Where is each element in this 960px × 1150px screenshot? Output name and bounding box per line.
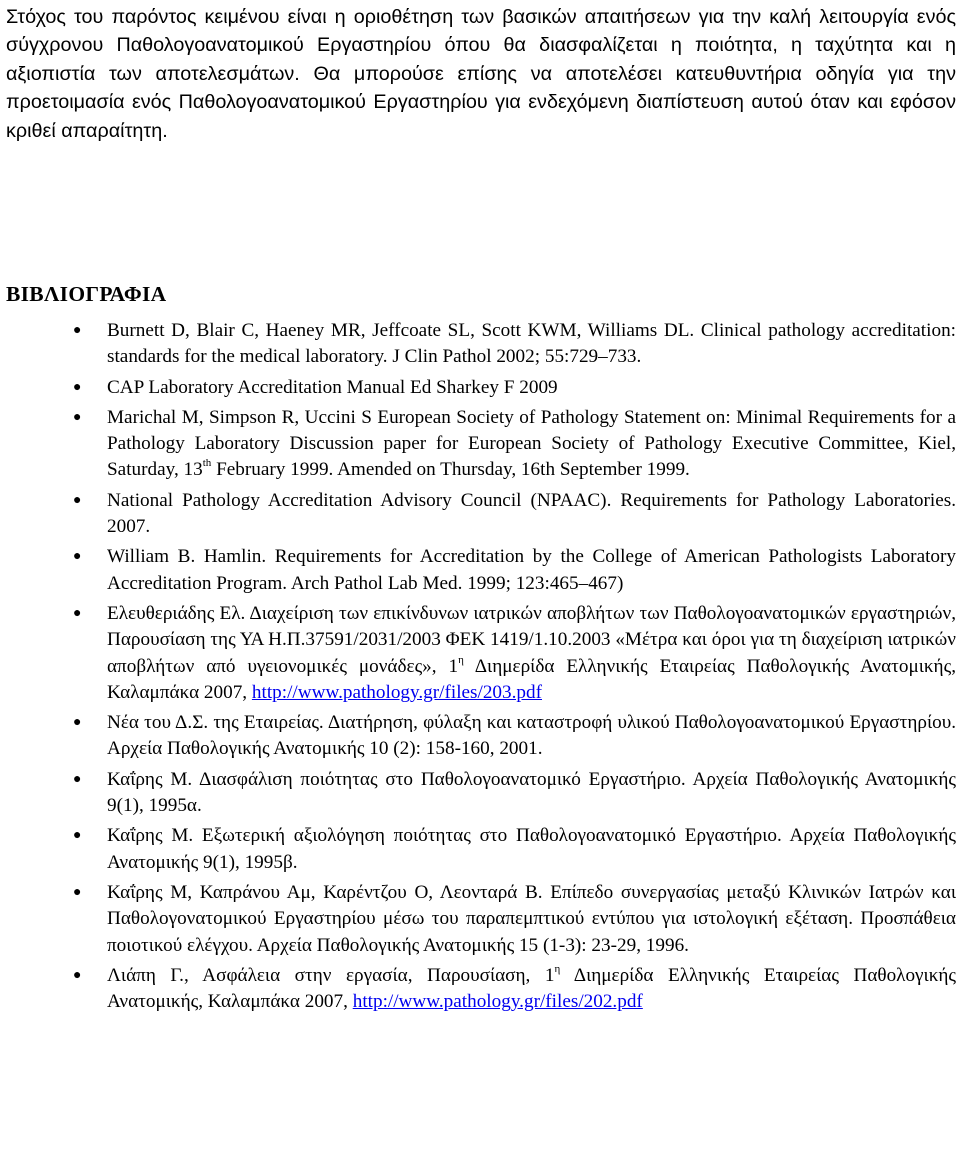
reference-text: Καΐρης Μ. Εξωτερική αξιολόγηση ποιότητας στο Παθολογοανατομικό Εργαστήριο. Αρχεία Παθολογικής Ανατομικής 9(1), 1995β.: [107, 825, 956, 873]
reference-item: [0, 318, 960, 371]
bullet-icon: ●: [73, 715, 82, 731]
reference-text: Marichal M, Simpson R, Uccini S European Society of Pathology Statement on: Minimal Requirements for a Pathology Laboratory Discussion paper for European Society of Pathology Executive Committee, Kiel, Saturday, 13: [107, 406, 956, 481]
reference-text: Νέα του Δ.Σ. της Εταιρείας. Διατήρηση, φύλαξη και καταστροφή υλικού Παθολογοανατομικού Εργαστηρίου. Αρχεία Παθολογικής Ανατομικής 10 (2): 158-160, 2001.: [107, 712, 956, 760]
bullet-icon: ●: [73, 323, 82, 338]
bullet-icon: ●: [73, 492, 82, 508]
intro-paragraph: Στόχος του παρόντος κειμένου είναι η οριοθέτηση των βασικών απαιτήσεων για την καλή λειτουργία ενός σύγχρονου Παθολογοανατομικού Εργαστηρίου όπου θα διασφαλίζεται η ποιότητα, η ταχύτητα και η αξιοπιστία των αποτελεσμάτων. Θα μπορούσε επίσης να αποτελέσει κατευθυντήρια οδηγία για την προετοιμασία ενός Παθολογοανατομικού Εργαστηρίου για ενδεχόμενη διαπίστευση αυτού όταν και εφόσον κριθεί απαραίτητη.: [6, 6, 956, 142]
reference-link[interactable]: http://www.pathology.gr/files/203.pdf: [251, 681, 542, 703]
superscript: η: [554, 962, 561, 975]
reference-text: CAP Laboratory Accreditation Manual Ed Sharkey F 2009: [107, 376, 558, 398]
reference-item: [0, 544, 960, 597]
reference-item: [0, 710, 960, 763]
bullet-icon: ●: [73, 884, 82, 900]
reference-item: [0, 488, 960, 541]
reference-text: Ελευθεριάδης Ελ. Διαχείριση των επικίνδυνων ιατρικών αποβλήτων των Παθολογοανατομικών εργαστηριών, Παρουσίαση της ΥΑ Η.Π.37591/2031/2003 ΦΕΚ 1419/1.10.2003 «Μέτρα και όροι για τη διαχείριση ιατρικών αποβλήτων από υγειονομικές μονάδες», 1: [107, 602, 956, 677]
reference-item: [0, 767, 960, 820]
bullet-icon: ●: [73, 605, 82, 621]
reference-item: [0, 963, 960, 1016]
bullet-icon: ●: [73, 771, 82, 787]
bibliography-heading: ΒΙΒΛΙΟΓΡΑΦΙΑ: [6, 282, 167, 306]
reference-list: [0, 318, 960, 1019]
bullet-icon: ●: [73, 549, 82, 565]
reference-item: [0, 880, 960, 959]
bullet-icon: ●: [73, 828, 82, 844]
reference-item: [0, 823, 960, 876]
reference-item: [0, 405, 960, 484]
bullet-icon: ●: [73, 409, 82, 425]
reference-text: William B. Hamlin. Requirements for Accreditation by the College of American Pathologists Laboratory Accreditation Program. Arch Pathol Lab Med. 1999; 123:465–467): [107, 546, 956, 594]
reference-text: Διημερίδα Ελληνικής Εταιρείας Παθολογικής Ανατομικής, Καλαμπάκα 2007,: [107, 964, 957, 1013]
reference-text: Καΐρης Μ, Καπράνου Αμ, Καρέντζου Ο, Λεονταρά Β. Επίπεδο συνεργασίας μεταξύ Κλινικών Ιατρών και Παθολογονατομικού Εργαστηρίου μέσω του παραπεμπτικού εντύπου για ιστολογική εξέταση. Προσπάθεια ποιοτικού ελέγχου. Αρχεία Παθολογικής Ανατομικής 15 (1-3): 23-29, 1996.: [107, 881, 956, 956]
reference-text: Καΐρης Μ. Διασφάλιση ποιότητας στο Παθολογοανατομικό Εργαστήριο. Αρχεία Παθολογικής Ανατομικής 9(1), 1995α.: [107, 768, 956, 817]
bullet-icon: ●: [73, 967, 82, 983]
reference-item: [0, 375, 960, 401]
superscript: th: [202, 457, 212, 470]
reference-text: Λιάπη Γ., Ασφάλεια στην εργασία, Παρουσίαση, 1: [107, 964, 555, 986]
superscript: η: [458, 653, 464, 666]
reference-text: National Pathology Accreditation Advisory Council (NPAAC). Requirements for Pathology Laboratories. 2007.: [107, 489, 956, 538]
reference-text: Διημερίδα Ελληνικής Εταιρείας Παθολογικής Ανατομικής, Καλαμπάκα 2007,: [107, 655, 956, 703]
reference-link[interactable]: http://www.pathology.gr/files/202.pdf: [352, 991, 643, 1013]
reference-item: [0, 601, 960, 706]
bullet-icon: ●: [73, 379, 82, 395]
reference-text: Burnett D, Blair C, Haeney MR, Jeffcoate SL, Scott KWM, Williams DL. Clinical pathology accreditation: standards for the medical laboratory. J Clin Pathol 2002; 55:729–733.: [107, 320, 956, 368]
reference-text: February 1999. Amended on Thursday, 16th September 1999.: [211, 459, 690, 481]
